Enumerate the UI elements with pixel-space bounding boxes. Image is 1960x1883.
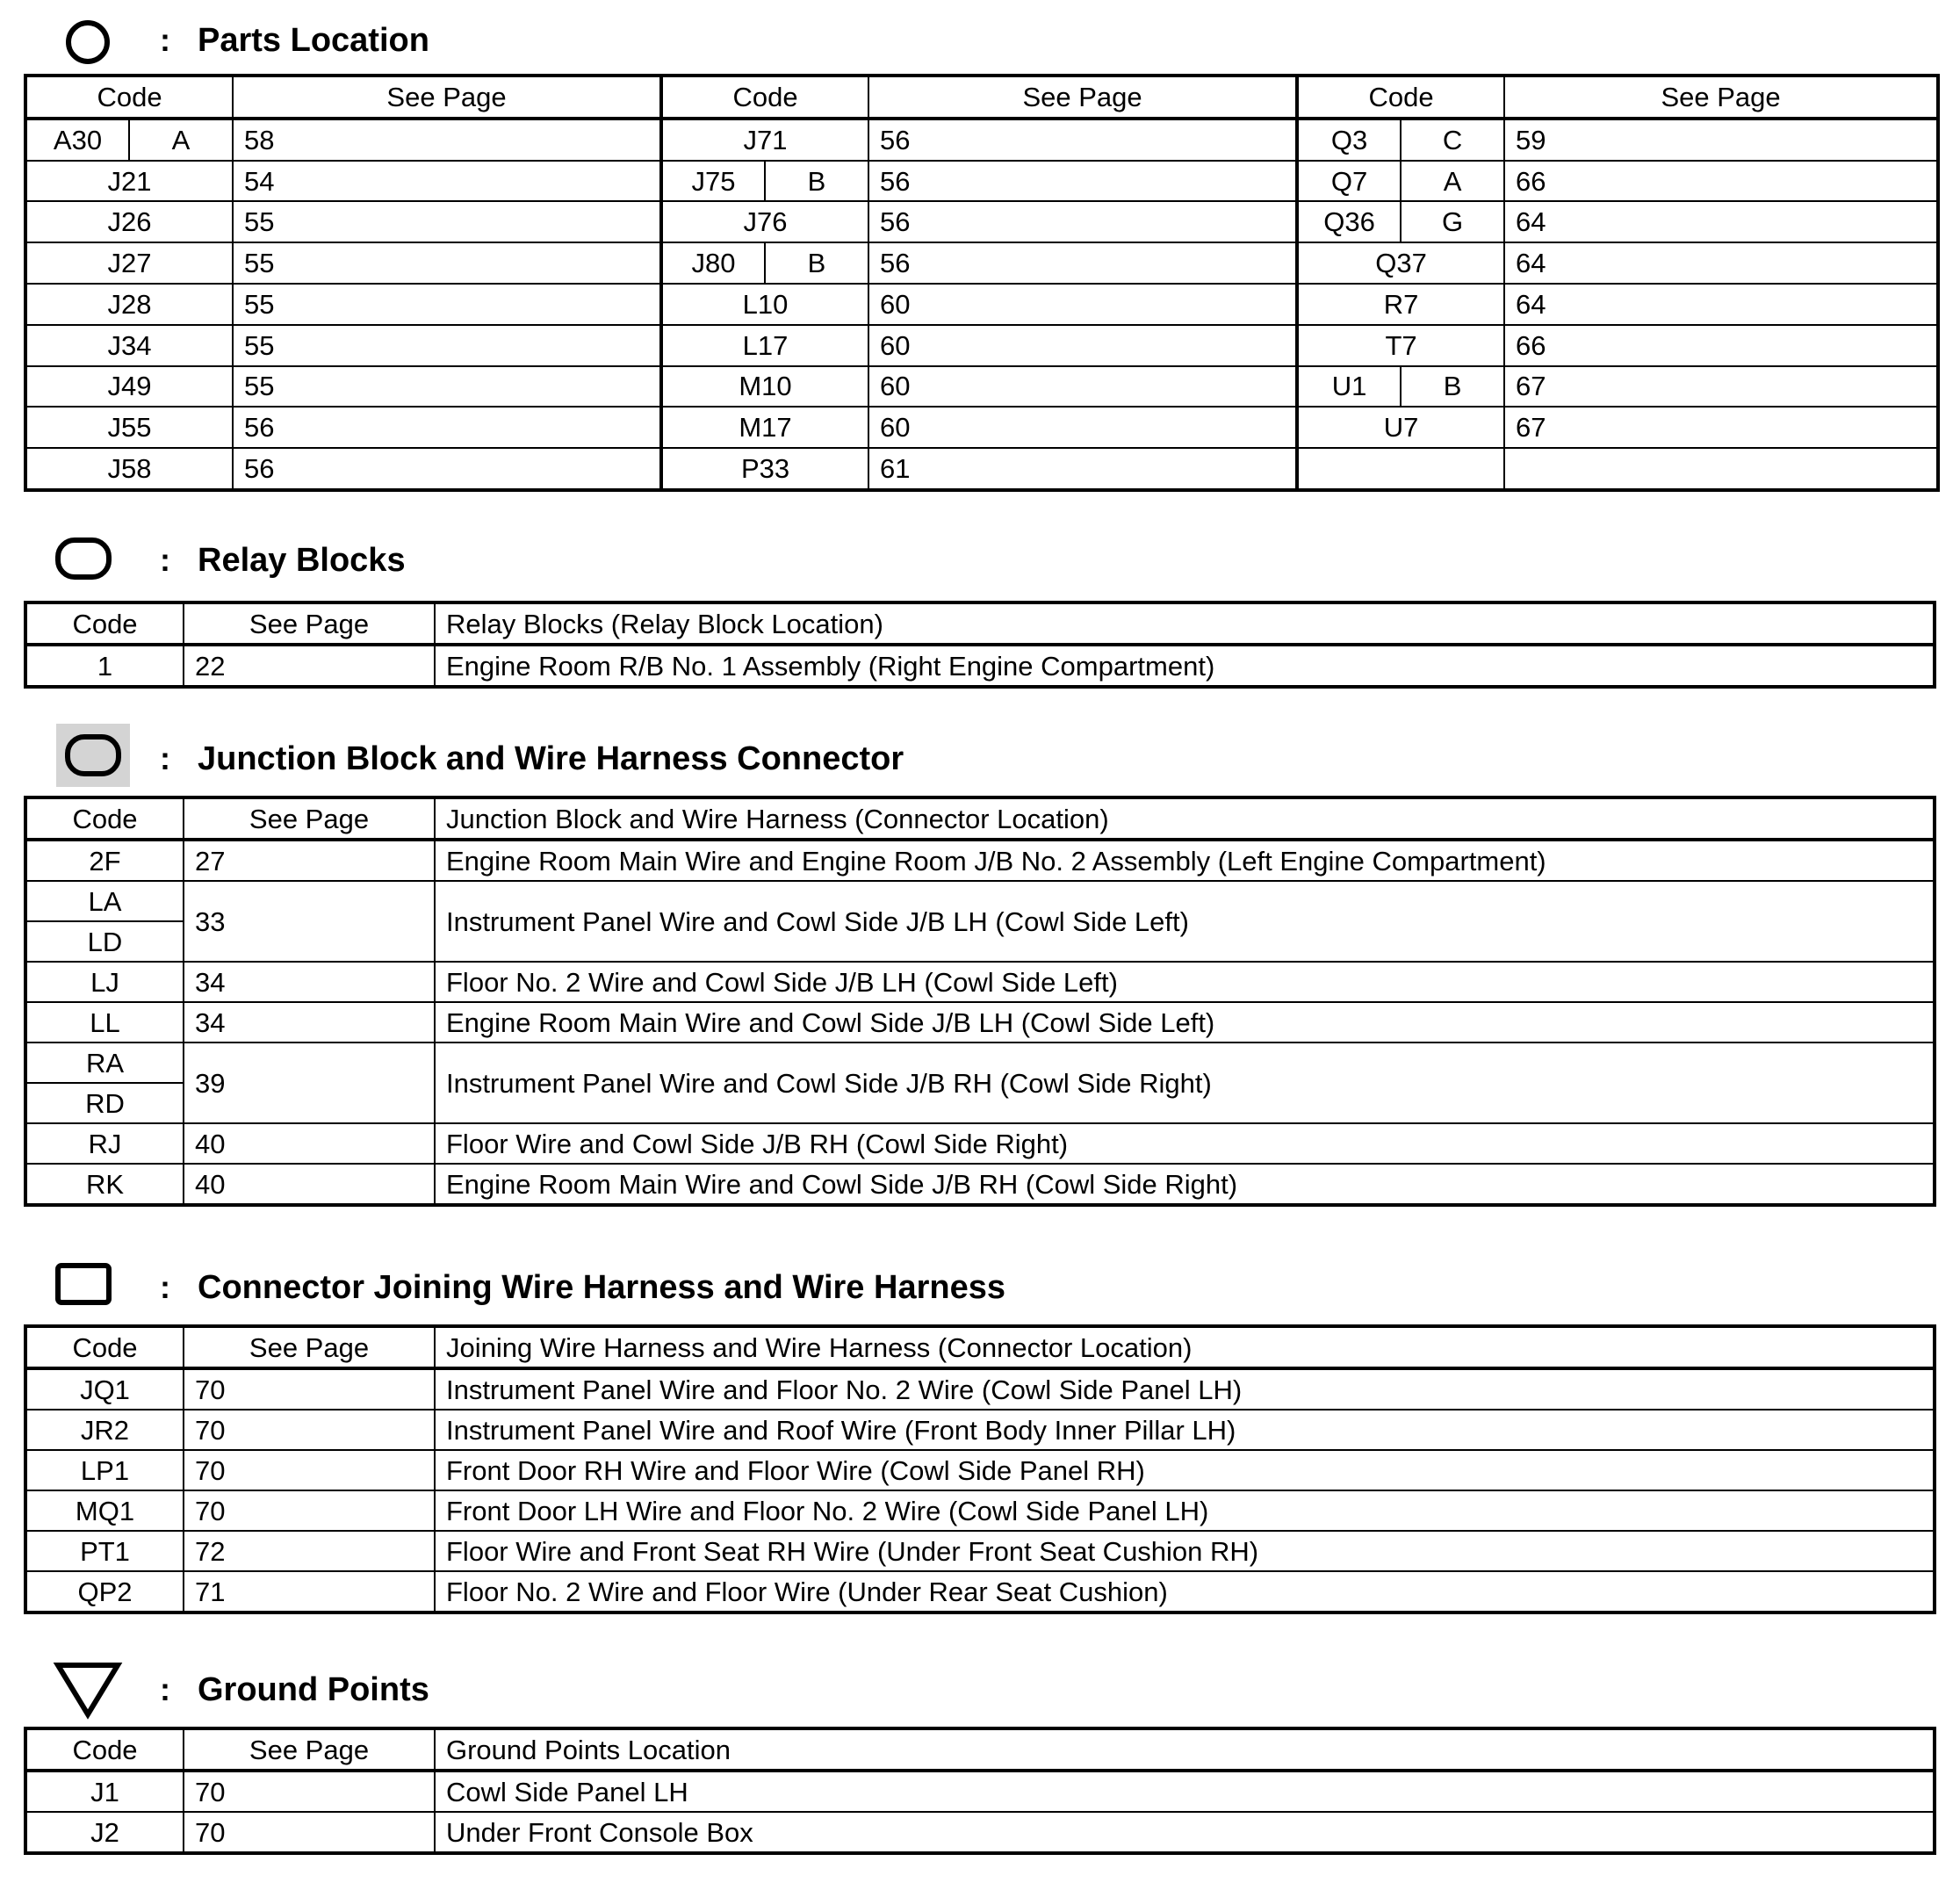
part-see-page: 60 xyxy=(868,325,1297,366)
part-see-page: 55 xyxy=(233,242,661,284)
header-see-page: See Page xyxy=(184,1728,435,1771)
part-sub-code: B xyxy=(765,161,868,202)
part-see-page: 54 xyxy=(233,161,661,202)
part-see-page: 55 xyxy=(233,366,661,408)
part-code: U7 xyxy=(1297,407,1504,448)
part-see-page: 56 xyxy=(868,119,1297,161)
part-see-page: 61 xyxy=(868,448,1297,490)
header-code: Code xyxy=(25,1326,184,1368)
row-description: Floor No. 2 Wire and Cowl Side J/B LH (Cowl Side Left) xyxy=(435,962,1935,1002)
row-description: Instrument Panel Wire and Floor No. 2 Wire (Cowl Side Panel LH) xyxy=(435,1368,1935,1410)
part-code: J71 xyxy=(661,119,868,161)
row-code: JR2 xyxy=(25,1410,184,1450)
section-title: Parts Location xyxy=(198,22,429,59)
table-row xyxy=(25,242,1938,284)
junction-colon: : xyxy=(160,740,170,776)
table-row xyxy=(25,1771,1935,1812)
row-see-page: 70 xyxy=(184,1450,435,1490)
row-code: MQ1 xyxy=(25,1490,184,1531)
row-see-page: 70 xyxy=(184,1771,435,1812)
row-description: Instrument Panel Wire and Cowl Side J/B LH (Cowl Side Left) xyxy=(435,881,1935,962)
row-code: 1 xyxy=(25,645,184,687)
row-code: RA xyxy=(25,1043,184,1083)
part-code: J80 xyxy=(661,242,765,284)
table-row xyxy=(25,284,1938,325)
relay-colon: : xyxy=(160,542,170,578)
part-see-page: 67 xyxy=(1504,407,1938,448)
header-description: Junction Block and Wire Harness (Connector Location) xyxy=(435,797,1935,840)
part-code: J26 xyxy=(25,201,233,242)
part-see-page: 64 xyxy=(1504,242,1938,284)
row-description: Under Front Console Box xyxy=(435,1812,1935,1853)
table-row xyxy=(25,962,1935,1002)
part-sub-code: B xyxy=(765,242,868,284)
row-see-page: 34 xyxy=(184,962,435,1002)
row-see-page: 33 xyxy=(184,881,435,962)
row-description: Engine Room R/B No. 1 Assembly (Right Engine Compartment) xyxy=(435,645,1935,687)
row-code: J1 xyxy=(25,1771,184,1812)
part-code: J21 xyxy=(25,161,233,202)
row-code: QP2 xyxy=(25,1571,184,1612)
part-code: Q36 xyxy=(1297,201,1401,242)
header-code: Code xyxy=(25,602,184,645)
part-code: J55 xyxy=(25,407,233,448)
part-code: J34 xyxy=(25,325,233,366)
row-code: LD xyxy=(25,921,184,962)
part-code: A30 xyxy=(25,119,129,161)
part-code: M17 xyxy=(661,407,868,448)
header-description: Relay Blocks (Relay Block Location) xyxy=(435,602,1935,645)
row-description: Engine Room Main Wire and Engine Room J/B No. 2 Assembly (Left Engine Compartment) xyxy=(435,840,1935,881)
header-description: Ground Points Location xyxy=(435,1728,1935,1771)
row-description: Floor Wire and Cowl Side J/B RH (Cowl Side Right) xyxy=(435,1123,1935,1164)
row-code: PT1 xyxy=(25,1531,184,1571)
header-description: Joining Wire Harness and Wire Harness (Connector Location) xyxy=(435,1326,1935,1368)
table-row xyxy=(25,1450,1935,1490)
part-see-page: 56 xyxy=(868,201,1297,242)
table-row xyxy=(25,325,1938,366)
row-code: LL xyxy=(25,1002,184,1043)
part-see-page: 56 xyxy=(868,161,1297,202)
part-see-page: 55 xyxy=(233,284,661,325)
connector-joining-heading xyxy=(0,1247,1960,1317)
row-code: RK xyxy=(25,1164,184,1205)
row-see-page: 22 xyxy=(184,645,435,687)
row-see-page: 71 xyxy=(184,1571,435,1612)
circle-icon xyxy=(61,16,114,69)
ground-points-heading xyxy=(0,1649,1960,1720)
header-see-page: See Page xyxy=(184,1326,435,1368)
part-code: J76 xyxy=(661,201,868,242)
part-see-page: 58 xyxy=(233,119,661,161)
section-title: Junction Block and Wire Harness Connector xyxy=(198,740,904,777)
table-row xyxy=(25,645,1935,687)
part-see-page: 64 xyxy=(1504,284,1938,325)
row-description: Cowl Side Panel LH xyxy=(435,1771,1935,1812)
row-see-page: 70 xyxy=(184,1812,435,1853)
part-sub-code: A xyxy=(129,119,233,161)
connector-colon: : xyxy=(160,1269,170,1305)
row-description: Front Door LH Wire and Floor No. 2 Wire (Cowl Side Panel LH) xyxy=(435,1490,1935,1531)
row-code: LP1 xyxy=(25,1450,184,1490)
header-code: Code xyxy=(1297,76,1504,119)
table-row xyxy=(25,366,1938,408)
relay-blocks-heading xyxy=(0,520,1960,590)
parts-location-table xyxy=(24,74,1940,492)
part-see-page xyxy=(1504,448,1938,490)
header-see-page: See Page xyxy=(233,76,661,119)
part-see-page: 56 xyxy=(868,242,1297,284)
part-code: J49 xyxy=(25,366,233,408)
shaded-rounded-rect-icon xyxy=(56,724,130,787)
row-see-page: 70 xyxy=(184,1368,435,1410)
part-see-page: 64 xyxy=(1504,201,1938,242)
part-see-page: 55 xyxy=(233,201,661,242)
header-code: Code xyxy=(25,1728,184,1771)
table-row xyxy=(25,1368,1935,1410)
header-see-page: See Page xyxy=(1504,76,1938,119)
table-row xyxy=(25,881,1935,921)
table-row xyxy=(25,1812,1935,1853)
row-see-page: 70 xyxy=(184,1410,435,1450)
part-code: L17 xyxy=(661,325,868,366)
table-row xyxy=(25,1043,1935,1083)
table-row xyxy=(25,1123,1935,1164)
header-code: Code xyxy=(25,797,184,840)
table-row xyxy=(25,119,1938,161)
part-sub-code: A xyxy=(1401,161,1504,202)
junction-blocks-heading xyxy=(0,718,1960,789)
part-see-page: 66 xyxy=(1504,325,1938,366)
relay-blocks-table xyxy=(24,601,1936,689)
ground-colon: : xyxy=(160,1671,170,1707)
row-see-page: 70 xyxy=(184,1490,435,1531)
parts-location-heading xyxy=(0,0,1960,70)
header-code: Code xyxy=(25,76,233,119)
table-row xyxy=(25,1164,1935,1205)
table-row xyxy=(25,1490,1935,1531)
part-code: Q7 xyxy=(1297,161,1401,202)
row-see-page: 39 xyxy=(184,1043,435,1123)
row-code: RD xyxy=(25,1083,184,1123)
part-see-page: 60 xyxy=(868,407,1297,448)
row-description: Engine Room Main Wire and Cowl Side J/B LH (Cowl Side Left) xyxy=(435,1002,1935,1043)
part-code: Q3 xyxy=(1297,119,1401,161)
part-code: J75 xyxy=(661,161,765,202)
part-sub-code: G xyxy=(1401,201,1504,242)
row-description: Instrument Panel Wire and Cowl Side J/B RH (Cowl Side Right) xyxy=(435,1043,1935,1123)
triangle-icon xyxy=(53,1660,123,1720)
part-code: J28 xyxy=(25,284,233,325)
section-title: Relay Blocks xyxy=(198,542,406,579)
part-code: L10 xyxy=(661,284,868,325)
part-code: Q37 xyxy=(1297,242,1504,284)
table-row xyxy=(25,1002,1935,1043)
part-code: J58 xyxy=(25,448,233,490)
row-code: J2 xyxy=(25,1812,184,1853)
part-see-page: 67 xyxy=(1504,366,1938,408)
header-see-page: See Page xyxy=(868,76,1297,119)
row-code: RJ xyxy=(25,1123,184,1164)
part-code: M10 xyxy=(661,366,868,408)
part-code xyxy=(1297,448,1504,490)
row-code: LJ xyxy=(25,962,184,1002)
part-code: U1 xyxy=(1297,366,1401,408)
part-see-page: 56 xyxy=(233,448,661,490)
row-code: LA xyxy=(25,881,184,921)
table-row xyxy=(25,448,1938,490)
part-see-page: 60 xyxy=(868,284,1297,325)
row-see-page: 34 xyxy=(184,1002,435,1043)
table-row xyxy=(25,161,1938,202)
table-row xyxy=(25,1531,1935,1571)
table-row xyxy=(25,1571,1935,1612)
junction-blocks-table xyxy=(24,796,1936,1207)
part-code: J27 xyxy=(25,242,233,284)
part-see-page: 59 xyxy=(1504,119,1938,161)
row-code: 2F xyxy=(25,840,184,881)
part-sub-code: B xyxy=(1401,366,1504,408)
table-row xyxy=(25,1410,1935,1450)
row-description: Floor No. 2 Wire and Floor Wire (Under Rear Seat Cushion) xyxy=(435,1571,1935,1612)
section-title: Ground Points xyxy=(198,1671,429,1708)
part-see-page: 66 xyxy=(1504,161,1938,202)
row-see-page: 27 xyxy=(184,840,435,881)
table-row xyxy=(25,840,1935,881)
row-see-page: 40 xyxy=(184,1123,435,1164)
row-code: JQ1 xyxy=(25,1368,184,1410)
connector-joining-table xyxy=(24,1324,1936,1614)
part-see-page: 55 xyxy=(233,325,661,366)
row-description: Front Door RH Wire and Floor Wire (Cowl Side Panel RH) xyxy=(435,1450,1935,1490)
row-description: Instrument Panel Wire and Roof Wire (Front Body Inner Pillar LH) xyxy=(435,1410,1935,1450)
row-see-page: 72 xyxy=(184,1531,435,1571)
parts-colon: : xyxy=(160,22,170,58)
part-code: T7 xyxy=(1297,325,1504,366)
rect-icon xyxy=(54,1261,112,1307)
rounded-rect-icon xyxy=(54,536,112,581)
header-see-page: See Page xyxy=(184,602,435,645)
header-code: Code xyxy=(661,76,868,119)
header-see-page: See Page xyxy=(184,797,435,840)
part-code: R7 xyxy=(1297,284,1504,325)
row-description: Engine Room Main Wire and Cowl Side J/B RH (Cowl Side Right) xyxy=(435,1164,1935,1205)
ground-points-table xyxy=(24,1727,1936,1855)
part-see-page: 60 xyxy=(868,366,1297,408)
part-code: P33 xyxy=(661,448,868,490)
row-description: Floor Wire and Front Seat RH Wire (Under Front Seat Cushion RH) xyxy=(435,1531,1935,1571)
part-sub-code: C xyxy=(1401,119,1504,161)
part-see-page: 56 xyxy=(233,407,661,448)
section-title: Connector Joining Wire Harness and Wire Harness xyxy=(198,1269,1005,1306)
table-row xyxy=(25,201,1938,242)
row-see-page: 40 xyxy=(184,1164,435,1205)
table-row xyxy=(25,407,1938,448)
